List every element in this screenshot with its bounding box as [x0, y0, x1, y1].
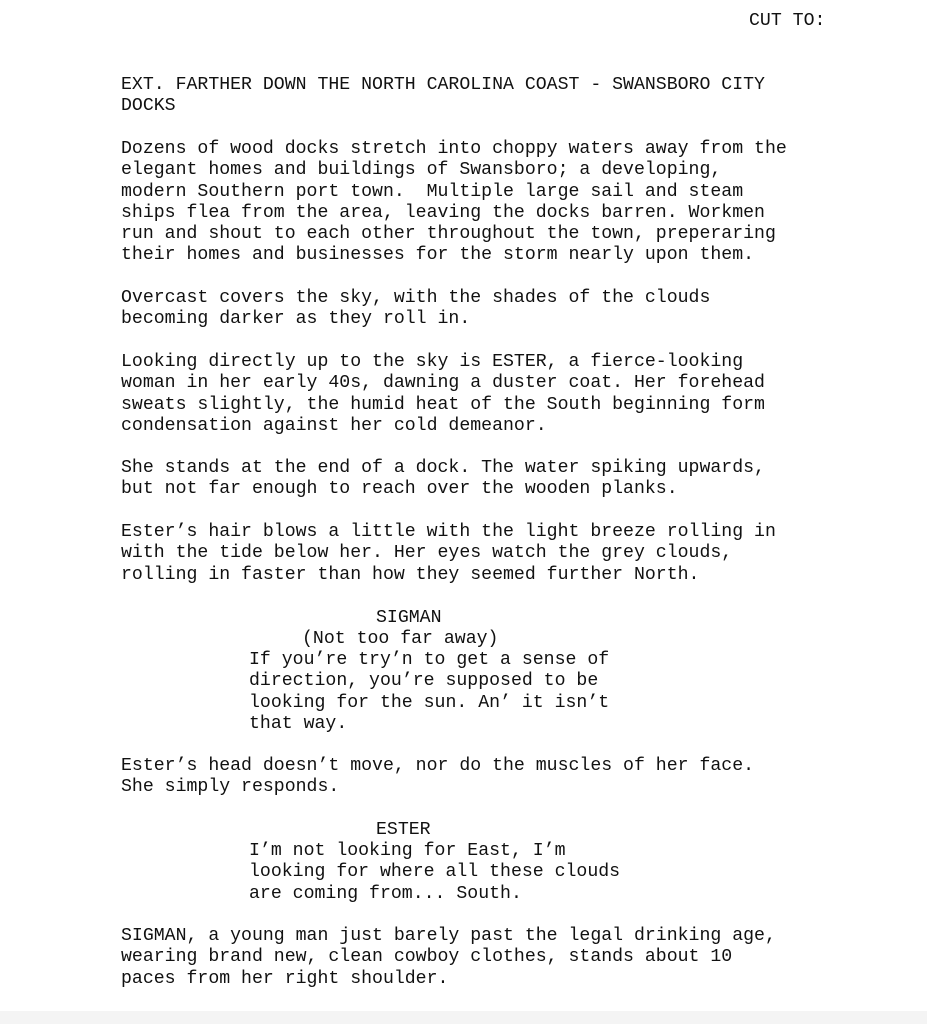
- character-name-sigman: SIGMAN: [376, 608, 442, 628]
- scene-heading: EXT. FARTHER DOWN THE NORTH CAROLINA COAST - SWANSBORO CITY DOCKS: [121, 75, 765, 117]
- action-paragraph-overcast: Overcast covers the sky, with the shades of the clouds becoming darker as they roll in.: [121, 288, 711, 330]
- action-paragraph-dock-end: She stands at the end of a dock. The water spiking upwards, but not far enough to reach over the wooden planks.: [121, 458, 765, 500]
- dialogue-ester: I’m not looking for East, I’m looking for where all these clouds are coming from... South.: [249, 841, 621, 904]
- action-paragraph-ester-intro: Looking directly up to the sky is ESTER, a fierce-looking woman in her early 40s, dawning a duster coat. Her forehead sweats slightly, the humid heat of the South beginning form condensation against her cold demeanor.: [121, 352, 765, 436]
- action-paragraph-docks: Dozens of wood docks stretch into choppy waters away from the elegant homes and buildings of Swansboro; a developing, modern Southern port town. Multiple large sail and steam ships flea from the area, leaving the docks barren. Workmen run and shout to each other throughout the town, preperaring their homes and businesses for the storm nearly upon them.: [121, 139, 787, 266]
- action-paragraph-responds: Ester’s head doesn’t move, nor do the muscles of her face. She simply responds.: [121, 756, 755, 798]
- page-bottom-edge: [0, 1011, 927, 1024]
- character-name-ester: ESTER: [376, 820, 431, 840]
- action-paragraph-sigman-intro: SIGMAN, a young man just barely past the legal drinking age, wearing brand new, clean cowboy clothes, stands about 10 paces from her right shoulder.: [121, 926, 776, 989]
- parenthetical: (Not too far away): [302, 629, 499, 649]
- dialogue-sigman: If you’re try’n to get a sense of direction, you’re supposed to be looking for the sun. An’ it isn’t that way.: [249, 650, 610, 734]
- action-paragraph-hair: Ester’s hair blows a little with the light breeze rolling in with the tide below her. Her eyes watch the grey clouds, rolling in faster than how they seemed further North.: [121, 522, 776, 585]
- transition-cut-to: CUT TO:: [749, 11, 826, 31]
